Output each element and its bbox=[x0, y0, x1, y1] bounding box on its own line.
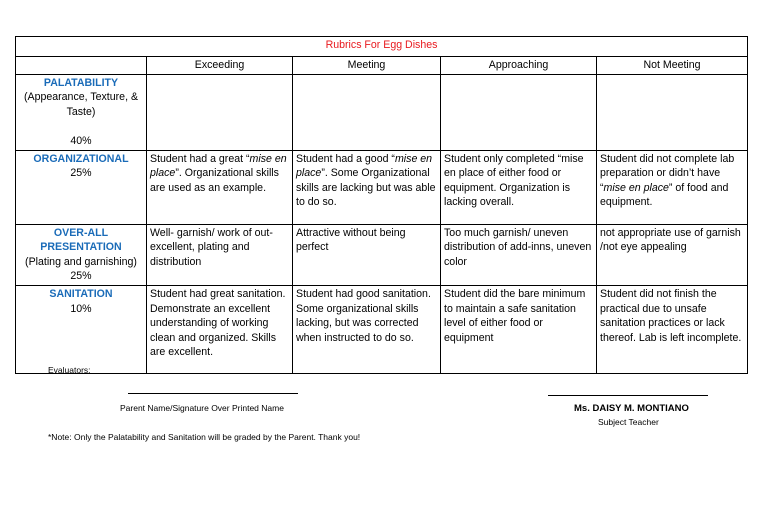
rubric-cell: Attractive without being perfect bbox=[293, 224, 441, 285]
rubric-cell: Student did not finish the practical due to unsafe sanitation practices or lack thereof. Lab is left incomplete. bbox=[597, 285, 748, 373]
criterion-name: ORGANIZATIONAL bbox=[33, 152, 129, 165]
criterion-name: SANITATION bbox=[49, 287, 113, 300]
rubric-cell bbox=[441, 74, 597, 150]
rubric-cell: not appropriate use of garnish /not eye appealing bbox=[597, 224, 748, 285]
rubric-cell: Student only completed “mise en place of either food or equipment. Organization is lacking overall. bbox=[441, 150, 597, 224]
criterion-name: PALATABILITY bbox=[43, 76, 119, 89]
rubric-cell: Well- garnish/ work of out-excellent, plating and distribution bbox=[147, 224, 293, 285]
criterion-name: OVER-ALL PRESENTATION bbox=[40, 226, 122, 254]
rubric-cell: Student had good sanitation. Some organizational skills lacking, but was corrected when instructed to do so. bbox=[293, 285, 441, 373]
parent-signature-label: Parent Name/Signature Over Printed Name bbox=[120, 403, 284, 413]
criterion-weight: 25% bbox=[70, 167, 92, 180]
rubric-cell bbox=[597, 74, 748, 150]
rubric-table bbox=[15, 36, 748, 374]
rubric-cell bbox=[147, 74, 293, 150]
criterion-weight: 25% bbox=[70, 270, 92, 283]
criterion-weight: 40% bbox=[70, 134, 92, 147]
criterion-cell bbox=[16, 224, 147, 285]
rubric-cell: Student did the bare minimum to maintain a safe sanitation level of either food or equipment bbox=[441, 285, 597, 373]
criterion-cell bbox=[16, 74, 147, 150]
footer-note: *Note: Only the Palatability and Sanitation will be graded by the Parent. Thank you! bbox=[48, 432, 361, 442]
teacher-name: Ms. DAISY M. MONTIANO bbox=[574, 403, 689, 414]
rubric-cell: Too much garnish/ uneven distribution of add-inns, uneven color bbox=[441, 224, 597, 285]
rubric-cell: Student had a great “mise en place”. Organizational skills are used as an example. bbox=[147, 150, 293, 224]
criterion-weight: 10% bbox=[70, 302, 92, 315]
rubric-row-presentation bbox=[16, 224, 748, 285]
header-exceeding: Exceeding bbox=[147, 57, 293, 75]
rubric-cell: Student had a good “mise en place”. Some Organizational skills are lacking but was able to do so. bbox=[293, 150, 441, 224]
criterion-description: (Appearance, Texture, & Taste) bbox=[23, 91, 139, 118]
criterion-description: (Plating and garnishing) bbox=[25, 255, 137, 268]
criterion-cell bbox=[16, 285, 147, 373]
rubric-row-palatability bbox=[16, 74, 748, 150]
evaluators-label: Evaluators: bbox=[48, 365, 91, 375]
header-not-meeting: Not Meeting bbox=[597, 57, 748, 75]
criterion-cell bbox=[16, 150, 147, 224]
header-criteria bbox=[16, 57, 147, 75]
rubric-cell: Student did not complete lab preparation or didn’t have “mise en place” of food and equipment. bbox=[597, 150, 748, 224]
rubric-row-sanitation bbox=[16, 285, 748, 373]
rubric-title: Rubrics For Egg Dishes bbox=[16, 37, 748, 57]
header-meeting: Meeting bbox=[293, 57, 441, 75]
rubric-cell bbox=[293, 74, 441, 150]
teacher-role: Subject Teacher bbox=[598, 417, 659, 427]
rubric-row-organizational bbox=[16, 150, 748, 224]
header-approaching: Approaching bbox=[441, 57, 597, 75]
rubric-cell: Student had great sanitation. Demonstrate an excellent understanding of working clean and organized. Skills are excellent. bbox=[147, 285, 293, 373]
parent-signature-line bbox=[128, 393, 298, 394]
teacher-signature-line bbox=[548, 395, 708, 396]
